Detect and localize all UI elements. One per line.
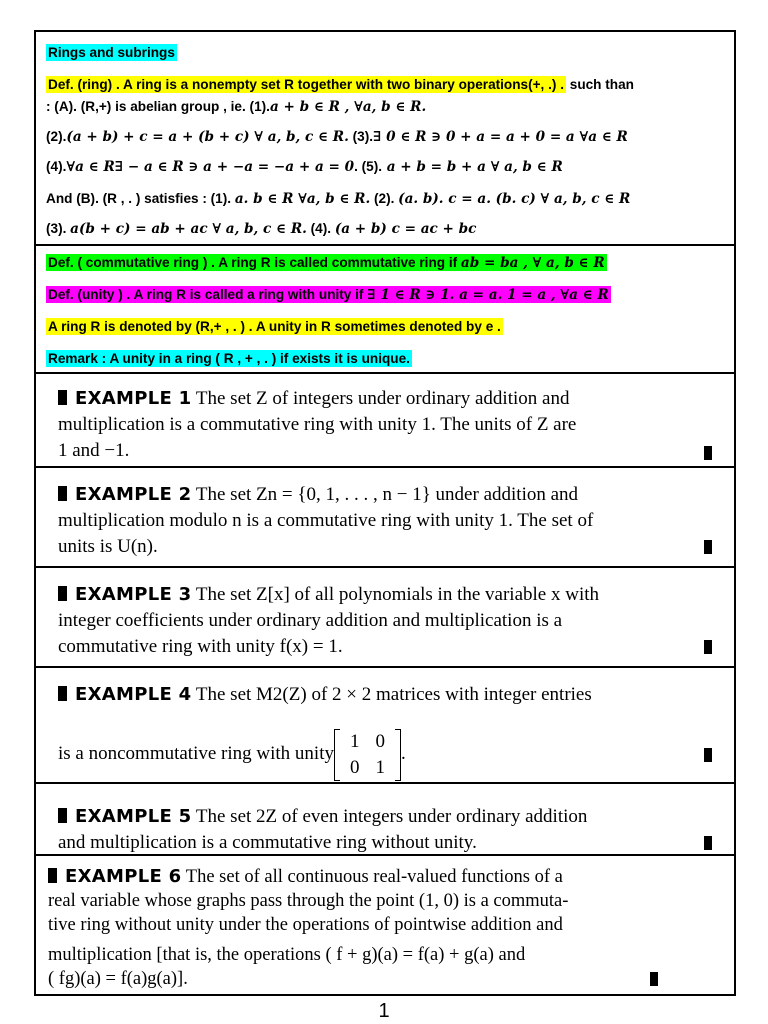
remark-line: Remark : A unity in a ring ( R , + , . ) if exists it is unique. bbox=[48, 351, 410, 366]
example-line: integer coefficients under ordinary addition and multiplication is a bbox=[58, 610, 563, 631]
example-4 bbox=[36, 668, 734, 784]
square-bullet-icon bbox=[58, 808, 67, 823]
example-line: is a noncommutative ring with unity 1 0 0 1 . bbox=[58, 726, 716, 782]
end-of-example-icon bbox=[704, 748, 712, 762]
end-of-example-icon bbox=[704, 540, 712, 554]
example-line: units is U(n). bbox=[58, 536, 158, 557]
example-line: tive ring without unity under the operations of pointwise addition and bbox=[48, 915, 563, 935]
page-frame bbox=[34, 30, 736, 996]
square-bullet-icon bbox=[58, 586, 67, 601]
square-bullet-icon bbox=[58, 686, 67, 701]
end-of-example-icon bbox=[704, 836, 712, 850]
example-line: real variable whose graphs pass through the point (1, 0) is a commuta- bbox=[48, 891, 569, 911]
example-line: multiplication modulo n is a commutative ring with unity 1. The set of bbox=[58, 510, 594, 531]
example-line: multiplication is a commutative ring with unity 1. The units of Z are bbox=[58, 414, 577, 435]
example-1 bbox=[36, 374, 734, 468]
example-line: EXAMPLE 2 The set Zn = {0, 1, . . . , n − 1} under addition and bbox=[58, 482, 716, 508]
distributive-line: (3). a(b + c) = ab + ac ∀ a, b, c ∈ R. (4). (a + b) c = ac + bc bbox=[46, 221, 477, 237]
example-line: EXAMPLE 6 The set of all continuous real-valued functions of a bbox=[48, 864, 716, 890]
example-line: and multiplication is a commutative ring without unity. bbox=[58, 832, 477, 853]
example-line: commutative ring with unity f(x) = 1. bbox=[58, 636, 343, 657]
section-title: Rings and subrings bbox=[48, 45, 175, 60]
axioms-line-4-5: (4).∀a ∈ R∃ − a ∈ R ∋ a + −a = −a + a = 0. (5). a + b = b + a ∀ a, b ∈ R bbox=[46, 159, 563, 175]
square-bullet-icon bbox=[58, 486, 67, 501]
example-line: EXAMPLE 4 The set M2(Z) of 2 × 2 matrices with integer entries bbox=[58, 682, 716, 708]
example-2 bbox=[36, 468, 734, 568]
example-line: 1 and −1. bbox=[58, 440, 130, 461]
example-line: EXAMPLE 3 The set Z[x] of all polynomials in the variable x with bbox=[58, 582, 716, 608]
example-line: ( fg)(a) = f(a)g(a)]. bbox=[48, 969, 188, 989]
example-5 bbox=[36, 784, 734, 856]
end-of-example-icon bbox=[704, 640, 712, 654]
example-line: multiplication [that is, the operations ( f + g)(a) = f(a) + g(a) and bbox=[48, 945, 526, 965]
identity-matrix: 1 0 0 1 bbox=[334, 729, 401, 781]
page-number: 1 bbox=[378, 1000, 390, 1022]
unity-definition: Def. (unity ) . A ring R is called a ring with unity if ∃ 1 ∈ R ∋ 1. a = a. 1 = a , ∀a ∈ R bbox=[48, 287, 609, 303]
notation-line: A ring R is denoted by (R,+ , . ) . A unity in R sometimes denoted by e . bbox=[48, 319, 501, 334]
commutative-definition: Def. ( commutative ring ) . A ring R is called commutative ring if ab = ba , ∀ a, b ∈ R bbox=[48, 255, 605, 271]
example-line: EXAMPLE 1 The set Z of integers under ordinary addition and bbox=[58, 386, 716, 412]
multiplication-axioms-line: And (B). (R , . ) satisfies : (1). a. b ∈ R ∀a, b ∈ R. (2). (a. b). c = a. (b. c) ∀ a, b, c ∈ R bbox=[46, 191, 631, 207]
example-line: EXAMPLE 5 The set 2Z of even integers under ordinary addition bbox=[58, 804, 716, 830]
ring-properties-section bbox=[36, 246, 734, 374]
abelian-group-line: : (A). (R,+) is abelian group , ie. (1).a + b ∈ R , ∀a, b ∈ R. bbox=[46, 99, 427, 115]
end-of-example-icon bbox=[704, 446, 712, 460]
axioms-line-2-3: (2).(a + b) + c = a + (b + c) ∀ a, b, c ∈ R. (3).∃ 0 ∈ R ∋ 0 + a = a + 0 = a ∀a ∈ R bbox=[46, 129, 628, 145]
ring-definition-line: Def. (ring) . A ring is a nonempty set R together with two binary operations(+, .) . such than bbox=[48, 77, 634, 92]
square-bullet-icon bbox=[48, 868, 57, 883]
ring-definition-section bbox=[36, 32, 734, 246]
example-6 bbox=[36, 856, 734, 994]
square-bullet-icon bbox=[58, 390, 67, 405]
example-3 bbox=[36, 568, 734, 668]
end-of-example-icon bbox=[650, 972, 658, 986]
